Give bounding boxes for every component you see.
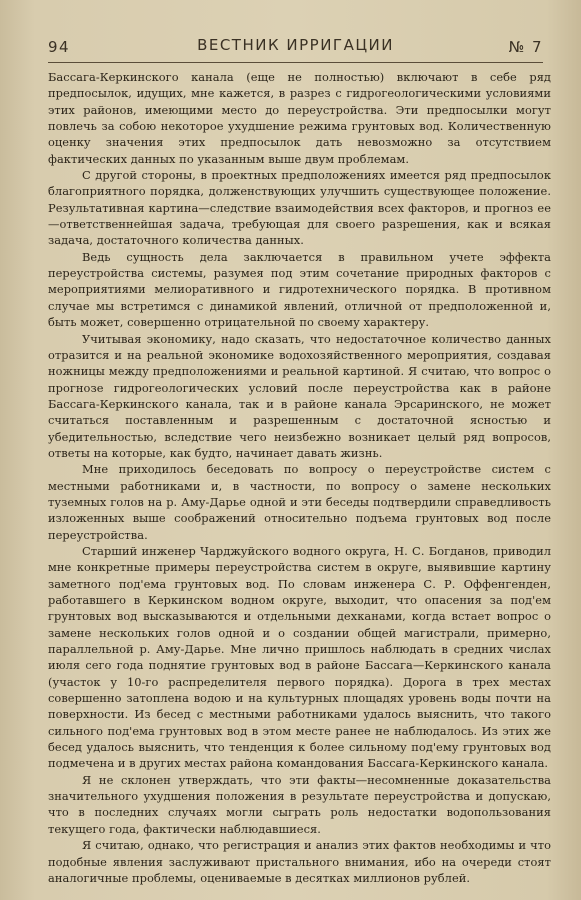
running-header [48, 36, 543, 58]
paragraph: Я считаю, однако, что регистрация и анализ этих фактов необходимы и что подобные явления заслуживают пристального внимания, ибо на очереди стоят аналогичные проблемы, оцениваемые в десятках миллионов рублей. [48, 838, 551, 885]
article-body [48, 69, 551, 886]
journal-title: ВЕСТНИК ИРРИГАЦИИ [197, 36, 394, 54]
paragraph: Я не склонен утверждать, что эти факты—несомненные доказательства значительного ухудшения положения в результате переустройства и допускаю, что в последних случаях могли сыграть роль недостатки водопользования текущего года, фактически наблюдавшиеся. [48, 772, 551, 836]
paragraph: Бассага-Керкинского канала (еще не полностью) включают в себе ряд предпосылок, идущих, мне кажется, в разрез с гидрогеологическими условиями этих районов, имеющими место до переустройства. Эти предпосылки могут повлечь за собою некоторое ухудшение режима грунтовых вод. Количественную оценку значения этих предпосылок дать невозможно за отсутствием фактических данных по указанным выше двум проблемам. [48, 70, 551, 166]
paragraph: Старший инженер Чарджуйского водного округа, Н. С. Богданов, приводил мне конкретные примеры переустройства систем в округе, выявившие картину заметного под'ема грунтовых вод. По словам инженера С. Р. Оффенгенден, работавшего в Керкинском водном округе, выходит, что опасения за под'ем грунтовых вод высказываются и отдельными дехканами, когда встает вопрос о замене нескольких голов одной и о создании общей магистрали, примерно, параллельной р. Аму-Дарье. Мне лично пришлось наблюдать в средних числах июля сего года поднятие грунтовых вод в районе Бассага—Керкинского канала (участок у 10-го распределителя первого порядка). Дорога в трех местах совершенно затоплена водою и на культурных площадях уровень воды почти на поверхности. Из бесед с местными работниками удалось выяснить, что такого сильного под'ема грунтовых вод в этом месте ранее не наблюдалось. Из этих же бесед удалось выяснить, что тенденция к более сильному под'ему грунтовых вод подмечена и в других местах района командования Бассага-Керкинского канала. [48, 543, 551, 771]
issue-number: № 7 [508, 38, 543, 56]
page-number: 94 [48, 38, 71, 56]
paragraph: Мне приходилось беседовать по вопросу о переустройстве систем с местными работниками и, в частности, по вопросу о замене нескольких туземных голов на р. Аму-Дарье одной и эти беседы подтвердили справедливость изложенных выше соображений относительно подъема грунтовых вод после переустройства. [48, 462, 551, 542]
paragraph: Ведь сущность дела заключается в правильном учете эффекта переустройства системы, разумея под этим сочетание природных факторов с мероприятиями мелиоративного и гидротехнического порядка. В противном случае мы встретимся с динамикой явлений, отличной от предположенной и, быть может, совершенно отрицательной по своему характеру. [48, 249, 551, 330]
paragraph: С другой стороны, в проектных предположениях имеется ряд предпосылок благоприятного порядка, долженствующих улучшить существующее положение. Результативная картина—следствие взаимодействия всех факторов, и прогноз ее—ответственнейшая задача, требующая для своего разрешения, как и всякая задача, достаточного количества данных. [48, 168, 551, 248]
header-rule [48, 62, 543, 63]
paragraph: Учитывая экономику, надо сказать, что недостаточное количество данных отразится и на реальной экономике водохозяйственного мероприятия, создавая ножницы между предположениями и реальной картиной. Я считаю, что вопрос о прогнозе гидрогеологических условий после переустройства как в районе Бассага-Керкинского канала, так и в районе канала Эрсаринского, не может считаться поставленным и разрешенным с достаточной ясностью и убедительностью, вследствие чего неизбежно возникает целый ряд вопросов, ответы на которые, как будто, начинает давать жизнь. [48, 331, 551, 460]
